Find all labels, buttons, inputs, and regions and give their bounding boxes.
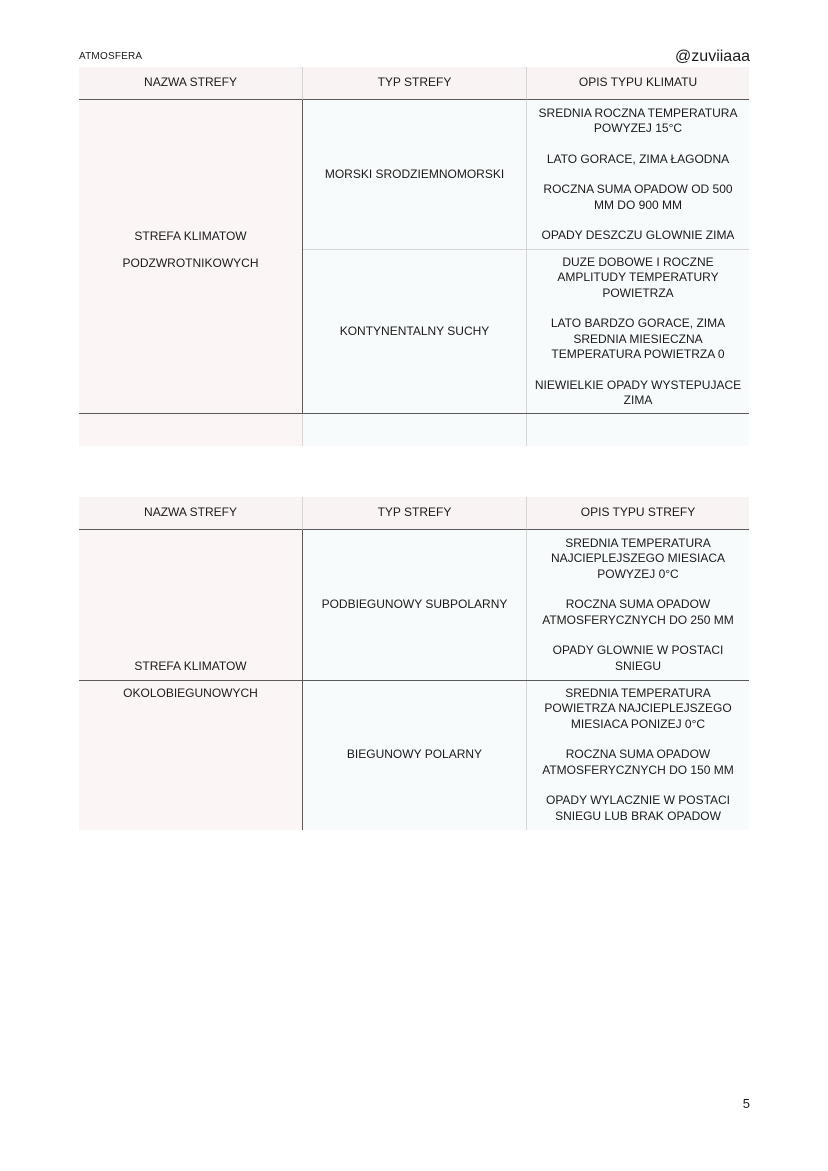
divider bbox=[79, 680, 749, 681]
zone-type-cell bbox=[302, 530, 526, 680]
description-line: SREDNIA ROCZNA TEMPERATURA POWYZEJ 15°C bbox=[538, 105, 738, 135]
description-line: NIEWIELKIE OPADY WYSTEPUJACE ZIMA bbox=[534, 377, 742, 407]
header-zone-type: TYP STREFY bbox=[302, 497, 526, 530]
zone-type-cell bbox=[302, 249, 526, 414]
zone-name-line2: OKOLOBIEGUNOWYCH bbox=[123, 686, 258, 700]
subject-label: ATMOSFERA bbox=[79, 51, 143, 62]
description-line: OPADY DESZCZU GLOWNIE ZIMA bbox=[541, 228, 735, 242]
divider bbox=[79, 413, 749, 414]
description-line: OPADY WYLACZNIE W POSTACI SNIEGU LUB BRAK OPADOW bbox=[545, 793, 731, 823]
header-climate-description: OPIS TYPU KLIMATU bbox=[526, 67, 749, 100]
header-zone-name: NAZWA STREFY bbox=[79, 67, 302, 100]
climate-description-cell bbox=[526, 530, 749, 680]
description-line: ROCZNA SUMA OPADOW ATMOSFERYCZNYCH DO 150 MM bbox=[542, 747, 734, 777]
climate-description-cell bbox=[526, 680, 749, 830]
zone-name-line1: STREFA KLIMATOW bbox=[134, 229, 247, 243]
empty-cell bbox=[526, 414, 749, 446]
zone-type-label: PODBIEGUNOWY SUBPOLARNY bbox=[321, 597, 508, 612]
divider bbox=[303, 249, 749, 250]
zone-name-line1: STREFA KLIMATOW bbox=[134, 659, 247, 673]
description-line: OPADY GLOWNIE W POSTACI SNIEGU bbox=[552, 643, 724, 673]
description-line: LATO BARDZO GORACE, ZIMA SREDNIA MIESIECZNA TEMPERATURA POWIETRZA 0 bbox=[550, 316, 726, 361]
page-number: 5 bbox=[742, 1096, 750, 1111]
empty-cell bbox=[79, 414, 302, 446]
description-line: SREDNIA TEMPERATURA POWIETRZA NAJCIEPLEJSZEGO MIESIACA PONIZEJ 0°C bbox=[544, 685, 732, 731]
author-handle: @zuviiaaa bbox=[675, 48, 750, 65]
zone-name-line2: PODZWROTNIKOWYCH bbox=[122, 256, 259, 270]
description-line: DUZE DOBOWE I ROCZNE AMPLITUDY TEMPERATURY POWIETRZA bbox=[557, 254, 719, 300]
climate-description-cell bbox=[526, 100, 749, 249]
divider bbox=[302, 100, 303, 414]
description-line: ROCZNA SUMA OPADOW ATMOSFERYCZNYCH DO 250 MM bbox=[542, 597, 734, 627]
zone-type-label: BIEGUNOWY POLARNY bbox=[346, 747, 483, 762]
zone-type-label: KONTYNENTALNY SUCHY bbox=[339, 323, 490, 338]
zone-type-cell bbox=[302, 100, 526, 249]
zone-type-label: MORSKI SRODZIEMNOMORSKI bbox=[324, 166, 505, 181]
empty-cell bbox=[302, 414, 526, 446]
header-zone-description: OPIS TYPU STREFY bbox=[526, 497, 749, 530]
header-zone-type: TYP STREFY bbox=[302, 67, 526, 100]
climate-table-subtropical bbox=[79, 67, 749, 446]
zone-type-cell bbox=[302, 680, 526, 830]
climate-description-cell bbox=[526, 249, 749, 414]
header-zone-name: NAZWA STREFY bbox=[79, 497, 302, 530]
description-line: LATO GORACE, ZIMA ŁAGODNA bbox=[546, 151, 730, 166]
description-line: ROCZNA SUMA OPADOW OD 500 MM DO 900 MM bbox=[543, 182, 733, 212]
climate-table-polar bbox=[79, 497, 749, 830]
description-line: SREDNIA TEMPERATURA NAJCIEPLEJSZEGO MIESIACA POWYZEJ 0°C bbox=[550, 535, 726, 581]
